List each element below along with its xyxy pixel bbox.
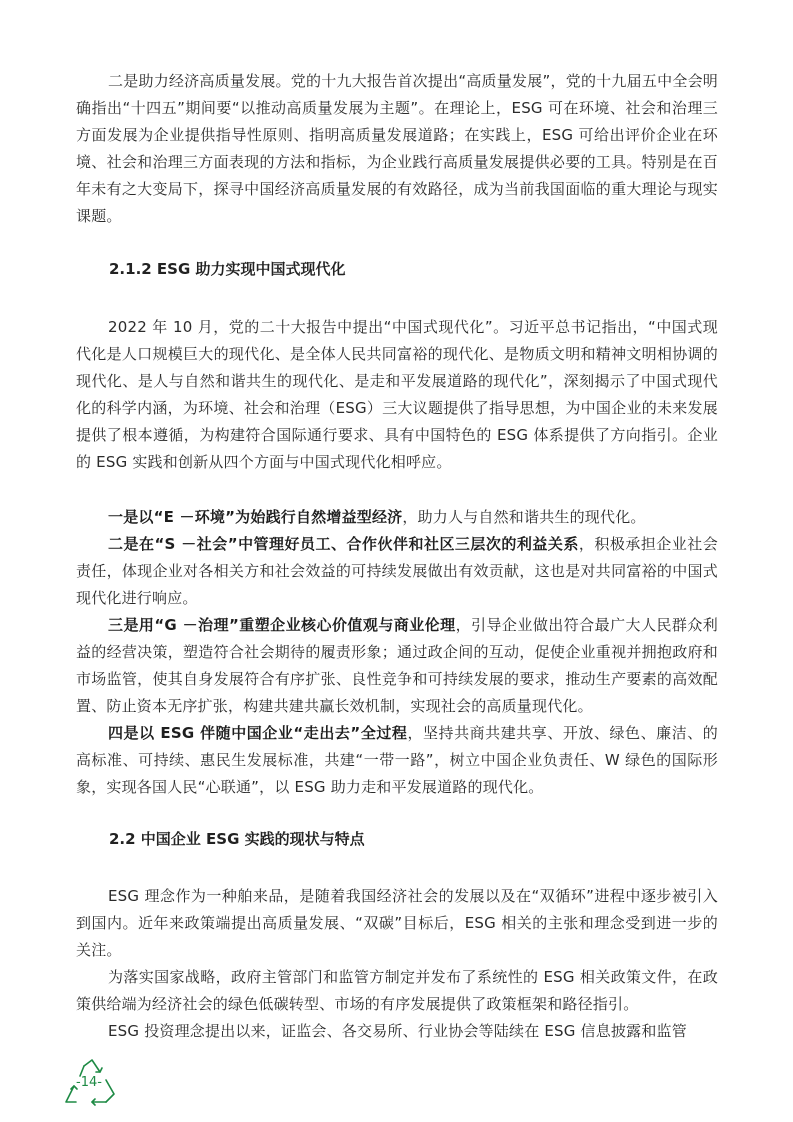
point-environment-text: ，助力人与自然和谐共生的现代化。 [402,508,646,526]
point-governance-text: ，引导企业做出符合最广大人民群众利益的经营决策，塑造符合社会期待的履责形象；通过政企间的互动，促使企业重视并拥抱政府和市场监管，使其自身发展符合有序扩张、良性竞争和可持续发展的要求，推动生产要素的高效配置、防止资本无序扩张，构建共建共赢长效机制，实现社会的高质量现代化。 [76,616,718,715]
paragraph-policy-framework: 为落实国家战略，政府主管部门和监管方制定并发布了系统性的 ESG 相关政策文件，在政策供给端为经济社会的绿色低碳转型、市场的有序发展提供了政策框架和路径指引。 [76,968,718,1013]
paragraph-chinese-modernization: 2022 年 10 月，党的二十大报告中提出“中国式现代化”。习近平总书记指出，“中国式现代化是人口规模巨大的现代化、是全体人民共同富裕的现代化、是物质文明和精神文明相协调的现代化、是人与自然和谐共生的现代化、是走和平发展道路的现代化”，深刻揭示了中国式现代化的科学内涵，为环境、社会和治理（ESG）三大议题提供了指导思想，为中国企业的未来发展提供了根本遵循，为构建符合国际通行要求、具有中国特色的 ESG 体系提供了方向指引。企业的 ESG 实践和创新从四个方面与中国式现代化相呼应。 [76,318,718,471]
point-environment-lead: 一是以“E －环境”为始践行自然增益型经济 [108,508,403,526]
paragraph-point-going-global [76,720,718,801]
paragraph-point-social [76,531,718,612]
paragraph-esg-introduction: ESG 理念作为一种舶来品，是随着我国经济社会的发展以及在“双循环”进程中逐步被引入到国内。近年来政策端提出高质量发展、“双碳”目标后，ESG 相关的主张和理念受到进一步的关注。 [76,887,718,959]
paragraph-esg-investment: ESG 投资理念提出以来，证监会、各交易所、行业协会等陆续在 ESG 信息披露和监管 [108,1022,687,1040]
point-going-global-lead: 四是以 ESG 伴随中国企业“走出去”全过程 [108,724,408,742]
paragraph-high-quality-development: 二是助力经济高质量发展。党的十九大报告首次提出“高质量发展”，党的十九届五中全会明确指出“十四五”期间要“以推动高质量发展为主题”。在理论上，ESG 可在环境、社会和治理三方面发展为企业提供指导性原则、指明高质量发展道路；在实践上，ESG 可给出评价企业在环境、社会和治理三方面表现的方法和指标，为企业践行高质量发展提供必要的工具。特别是在百年未有之大变局下，探寻中国经济高质量发展的有效路径，成为当前我国面临的重大理论与现实课题。 [76,72,718,225]
point-social-lead: 二是在“S －社会”中管理好员工、合作伙伴和社区三层次的利益关系 [108,535,579,553]
point-social-text: ，积极承担企业社会责任，体现企业对各相关方和社会效益的可持续发展做出有效贡献，这也是对共同富裕的中国式现代化进行响应。 [76,535,718,607]
page-number: -14- [76,1075,102,1090]
paragraph-point-governance [76,612,718,720]
section-heading-2-2: 2.2 中国企业 ESG 实践的现状与特点 [109,830,365,848]
paragraph-point-environment [76,504,718,531]
point-going-global-text: ，坚持共商共建共享、开放、绿色、廉洁、的高标准、可持续、惠民生发展标准，共建“一带一路”，树立中国企业负责任、W 绿色的国际形象，实现各国人民“心联通”，以 ESG 助力走和平发展道路的现代化。 [76,724,718,796]
point-governance-lead: 三是用“G －治理”重塑企业核心价值观与商业伦理 [108,616,456,634]
section-heading-2-1-2: 2.1.2 ESG 助力实现中国式现代化 [109,260,346,278]
